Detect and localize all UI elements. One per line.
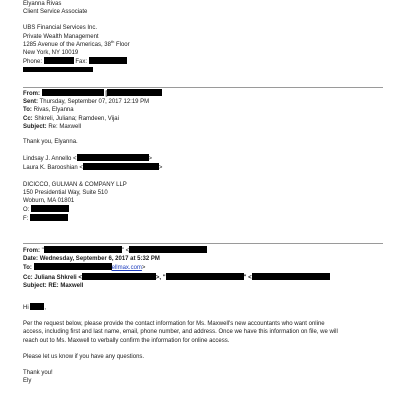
email1-sent-value: Thursday, September 07, 2017 12:19 PM [39,99,150,106]
email2-to-domain[interactable]: ellmax.com [111,265,142,272]
email2-para2: Please let us know if you have any questions. [23,353,145,360]
email2-date-line [23,255,390,263]
phone-label: Phone: [23,59,43,66]
email2-date-label: Date: [23,256,39,263]
email2-header [23,246,390,290]
email1-contact1-name: Lindsay J. Annello < [23,156,77,163]
signature-name: Elyanna Rivas [23,1,62,7]
signature-phone-line [23,57,390,66]
redaction [166,273,244,280]
email1-firm-addr2: Woburn, MA 01801 [23,198,75,205]
email1-cc-value: Shkreli, Juliana; Ramdeen, Vijai [34,115,119,122]
email2-sign: Ely [23,378,32,385]
email2-subject-line [23,282,390,290]
email2-subject-label: Subject: [23,282,47,289]
redaction [89,57,127,64]
divider [23,243,383,244]
email1-firm: DICICCO, GULMAN & COMPANY LLP [23,181,127,188]
redaction [107,89,162,96]
email1-subject-line [23,123,390,131]
redaction [34,263,112,270]
email1-body-text: Thank you, Elyanna. [23,139,78,145]
email1-sent-label: Sent: [23,99,38,106]
email2-body [23,303,390,385]
email2-para1-line3: reach out to Ms. Maxwell to verbally confirm the information for online access. [23,337,230,344]
signature-block [23,0,390,75]
redaction [252,273,330,280]
email1-cc-label: Cc: [23,115,33,122]
email2-para1-line1: Per the request below, please provide the contact information for Ms. Maxwell's new accountants who want online [23,321,325,328]
email1-to-label: To: [23,107,32,114]
email1-header [23,89,390,131]
email1-f-line [23,214,390,223]
signature-address1-post: Floor [114,41,130,48]
email1-sent-line [23,98,390,106]
email2-date-value: Wednesday, September 6, 2017 at 5:32 PM [39,256,160,263]
email1-o-line [23,205,390,214]
email2-closing: Thank you! [23,370,53,377]
signature-title: Client Service Associate [23,9,88,16]
redaction [42,89,104,96]
email2-cc-label: Cc: [23,274,33,281]
email2-cc-value: Juliana Shkreli < [34,274,82,281]
email1-body [23,138,390,224]
redaction [23,67,93,72]
redaction [30,214,68,221]
redaction [77,154,149,161]
redaction [82,273,156,280]
email1-f-label: F: [23,216,29,223]
email1-o-label: O: [23,207,30,214]
email1-contact2: Laura K. Barooshian < > [23,165,163,172]
redaction [44,57,74,64]
email1-contact2-name: Laura K. Barooshian < [23,165,83,172]
email1-to-value: Rivas, Elyanna [33,107,74,114]
email2-cc-line: Cc: Juliana Shkreli < >, " " < [23,273,390,282]
email2-subject-value: RE: Maxwell [48,282,84,289]
fax-label: Fax: [75,59,88,66]
email2-to-label: To: [23,265,32,272]
email2-greeting: Hi [23,305,29,311]
redaction [83,163,159,170]
redaction [30,303,44,310]
signature-address1 [23,38,390,49]
signature-company: UBS Financial Services Inc. [23,25,98,32]
email1-cc-line [23,115,390,123]
redaction [31,205,69,212]
email1-subject-label: Subject: [23,123,47,130]
email2-from-line: From: " " < [23,246,390,255]
email1-contact1: Lindsay J. Annello < > [23,156,153,163]
redaction [44,246,122,253]
email2-greeting-line: Hi , [23,305,47,311]
divider [23,87,383,88]
email1-from-label: From: [23,91,40,97]
email1-firm-addr1: 150 Presidential Way, Suite 510 [23,189,108,196]
signature-address1-sup: th [110,38,115,44]
email2-to-line: To: ellmax.com> [23,265,146,272]
email2-from-label: From: [23,248,40,254]
signature-address2: New York, NY 10019 [23,50,79,57]
redaction [129,246,207,253]
email1-subject-value: Re: Maxwell [48,123,82,130]
signature-address1-pre: 1285 Avenue of the Americas, 38 [23,41,111,48]
email1-to-line [23,106,390,114]
email1-from-line: From: [ [23,89,390,98]
email2-para1-line2: access, including first and last name, email, phone number, and address. Once we have this information on file, we will [23,329,338,336]
signature-division: Private Wealth Management [23,33,99,40]
